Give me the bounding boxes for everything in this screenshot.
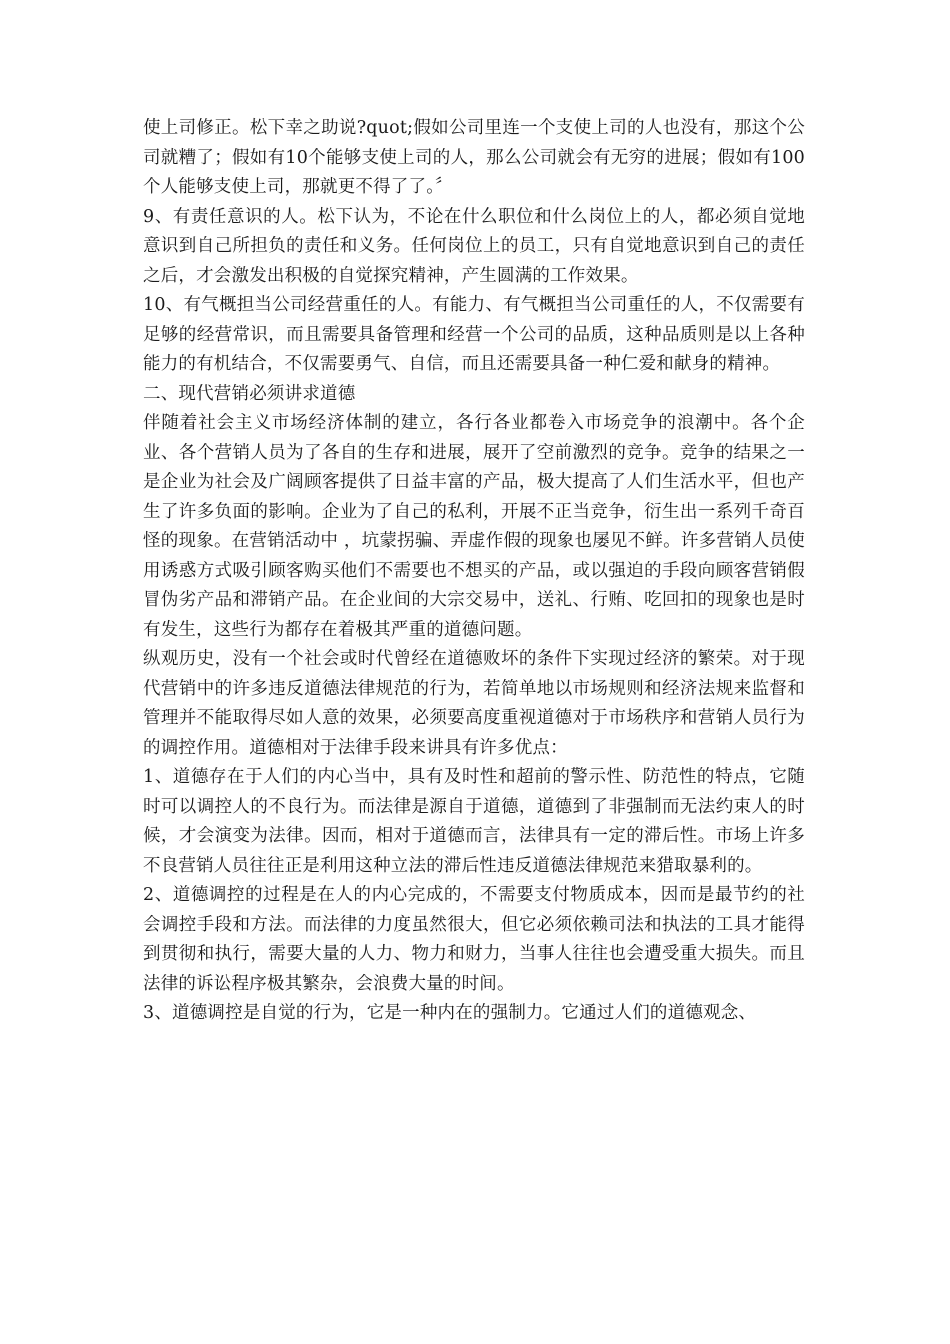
paragraph-item-10: 10、有气概担当公司经营重任的人。有能力、有气概担当公司重任的人，不仅需要有足够的经营常识，而且需要具备管理和经营一个公司的品质，这种品质则是以上各种能力的有机结合，不仅需要勇气、自信，而且还需要具备一种仁爱和献身的精神。 <box>143 295 805 374</box>
paragraph-point-1: 1、道德存在于人们的内心当中，具有及时性和超前的警示性、防范性的特点，它随时可以调控人的不良行为。而法律是源自于道德，道德到了非强制而无法约束人的时候，才会演变为法律。因而，相对于道德而言，法律具有一定的滞后性。市场上许多不良营销人员往往正是利用这种立法的滞后性违反道德法律规范来猎取暴利的。 <box>143 767 805 876</box>
document-body <box>143 114 805 1029</box>
paragraph-market-competition: 伴随着社会主义市场经济体制的建立，各行各业都卷入市场竞争的浪潮中。各个企业、各个营销人员为了各自的生存和进展，展开了空前激烈的竞争。竞争的结果之一是企业为社会及广阔顾客提供了日益丰富的产品，极大提高了人们生活水平，但也产生了许多负面的影响。企业为了自己的私利，开展不正当竞争，衍生出一系列千奇百怪的现象。在营销活动中 ，坑蒙拐骗、弄虚作假的现象也屡见不鲜。许多营销人员使用诱惑方式吸引顾客购买他们不需要也不想买的产品，或以强迫的手段向顾客营销假冒伪劣产品和滞销产品。在企业间的大宗交易中，送礼、行贿、吃回扣的现象也是时有发生，这些行为都存在着极其严重的道德问题。 <box>143 413 805 640</box>
paragraph-point-3: 3、道德调控是自觉的行为，它是一种内在的强制力。它通过人们的道德观念、 <box>143 1003 757 1023</box>
paragraph-continuation: 使上司修正。松下幸之助说?quot;假如公司里连一个支使上司的人也没有，那这个公司就糟了；假如有10个能够支使上司的人，那么公司就会有无穷的进展；假如有100个人能够支使上司，那就更不得了了。〞 <box>143 118 805 197</box>
paragraph-point-2: 2、道德调控的过程是在人的内心完成的，不需要支付物质成本，因而是最节约的社会调控手段和方法。而法律的力度虽然很大，但它必须依赖司法和执法的工具才能得到贯彻和执行，需要大量的人力、物力和财力，当事人往往也会遭受重大损失。而且法律的诉讼程序极其繁杂，会浪费大量的时间。 <box>143 885 805 994</box>
section-heading: 二、现代营销必须讲求道德 <box>143 383 356 404</box>
paragraph-history: 纵观历史，没有一个社会或时代曾经在道德败坏的条件下实现过经济的繁荣。对于现代营销中的许多违反道德法律规范的行为，若简单地以市场规则和经济法规来监督和管理并不能取得尽如人意的效果，必须要高度重视道德对于市场秩序和营销人员行为的调控作用。道德相对于法律手段来讲具有许多优点： <box>143 649 805 758</box>
paragraph-item-9: 9、有责任意识的人。松下认为，不论在什么职位和什么岗位上的人，都必须自觉地意识到自己所担负的责任和义务。任何岗位上的员工，只有自觉地意识到自己的责任之后，才会激发出积极的自觉探究精神，产生圆满的工作效果。 <box>143 206 805 286</box>
